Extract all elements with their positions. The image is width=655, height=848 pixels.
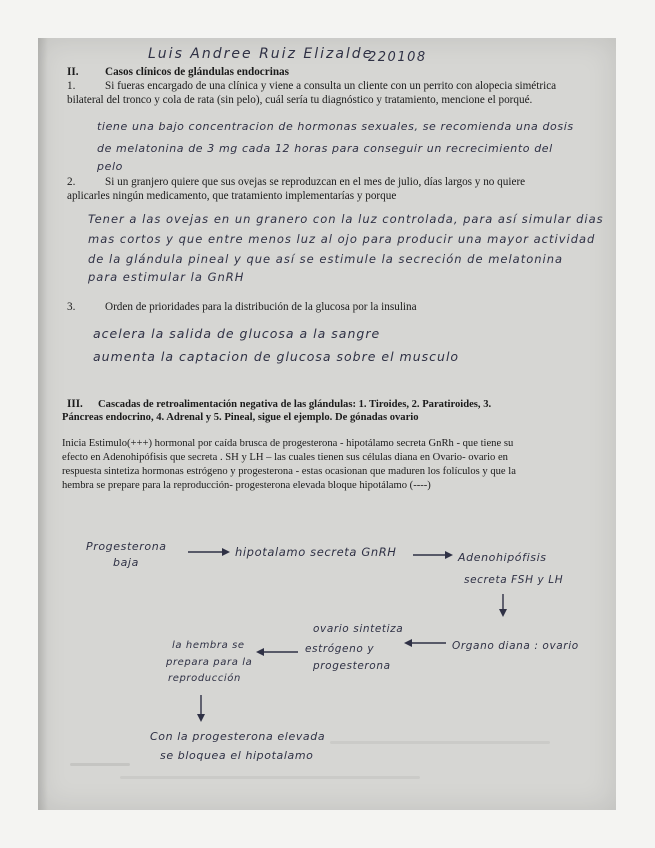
q2-number: 2.	[67, 176, 76, 188]
bleed-mark	[330, 741, 550, 744]
q3-number: 3.	[67, 301, 76, 313]
node-hembra-2: prepara para la	[166, 657, 253, 668]
arrow-4	[400, 637, 448, 649]
q2-answer-3: de la glándula pineal y que así se estimule la secreción de melatonina	[88, 252, 564, 266]
node-adenohipofisis-1: Adenohipófisis	[458, 551, 547, 564]
student-code: 220108	[368, 50, 427, 65]
student-name: Luis Andree Ruiz Elizalde	[148, 46, 374, 62]
bleed-mark	[120, 776, 420, 779]
q1-answer-1: tiene una bajo concentracion de hormonas sexuales, se recomienda una dosis	[97, 120, 574, 133]
node-ovario-3: progesterona	[313, 660, 391, 672]
arrow-2	[411, 549, 457, 561]
arrow-1	[186, 546, 234, 558]
section-2-title: Casos clínicos de glándulas endocrinas	[105, 66, 290, 78]
section-3-number: III.	[67, 398, 83, 410]
node-bloqueo-2: se bloquea el hipotalamo	[160, 749, 314, 762]
node-adenohipofisis-2: secreta FSH y LH	[464, 574, 564, 586]
node-progesterona-2: baja	[113, 556, 139, 569]
node-ovario-2: estrógeno y	[305, 643, 375, 655]
q2-answer-1: Tener a las ovejas en un granero con la luz controlada, para así simular dias	[88, 212, 604, 226]
q2-line-1: Si un granjero quiere que sus ovejas se reproduzcan en el mes de julio, días largos y no quiere	[105, 176, 526, 188]
arrow-3	[496, 592, 510, 620]
q2-answer-2: mas cortos y que entre menos luz al ojo para producir una mayor actividad	[88, 232, 596, 246]
example-line-4: hembra se prepare para la reproducción- progesterona elevada bloque hipotálamo (----)	[62, 480, 431, 491]
node-hembra-3: reproducción	[168, 673, 241, 684]
node-bloqueo-1: Con la progesterona elevada	[150, 730, 326, 743]
q1-line-2: bilateral del tronco y cola de rata (sin pelo), cuál sería tu diagnóstico y tratamiento, mencione el porqué.	[67, 94, 533, 106]
section-3-title-2: Páncreas endocrino, 4. Adrenal y 5. Pineal, sigue el ejemplo. De gónadas ovario	[62, 412, 419, 423]
node-ovario-1: ovario sintetiza	[313, 623, 404, 635]
node-organo-diana: Organo diana : ovario	[452, 640, 579, 652]
example-line-3: respuesta sintetiza hormonas estrógeno y progesterona - estas ocasionan que maduren los folículos y que la	[62, 466, 516, 477]
q1-answer-2: de melatonina de 3 mg cada 12 horas para conseguir un recrecimiento del	[97, 142, 553, 155]
example-line-2: efecto en Adenohipófisis que secreta . SH y LH – las cuales tienen sus células diana en Ovario- ovario en	[62, 452, 508, 463]
q1-line-1: Si fueras encargado de una clínica y viene a consulta un cliente con un perrito con alopecia simétrica	[105, 80, 557, 92]
node-progesterona-1: Progesterona	[86, 540, 167, 553]
q1-answer-3: pelo	[97, 160, 123, 173]
arrow-5	[252, 646, 300, 658]
bleed-mark	[70, 763, 130, 766]
node-hipotalamo: hipotalamo secreta GnRH	[235, 545, 397, 559]
example-line-1: Inicia Estimulo(+++) hormonal por caída brusca de progesterona - hipotálamo secreta GnRh - que tiene su	[62, 438, 514, 449]
q3-answer-1: acelera la salida de glucosa a la sangre	[93, 326, 381, 341]
node-hembra-1: la hembra se	[172, 640, 245, 651]
page-shadow	[38, 38, 48, 810]
section-2-number: II.	[67, 66, 79, 78]
q3-line-1: Orden de prioridades para la distribución de la glucosa por la insulina	[105, 301, 417, 313]
q1-number: 1.	[67, 80, 76, 92]
q2-answer-4: para estimular la GnRH	[88, 270, 245, 284]
arrow-6	[194, 693, 208, 725]
q2-line-2: aplicarles ningún medicamento, que tratamiento implementarías y porque	[67, 190, 397, 202]
q3-answer-2: aumenta la captacion de glucosa sobre el musculo	[93, 349, 460, 364]
section-3-title-1: Cascadas de retroalimentación negativa de las glándulas: 1. Tiroides, 2. Paratiroides, 3.	[98, 399, 492, 410]
